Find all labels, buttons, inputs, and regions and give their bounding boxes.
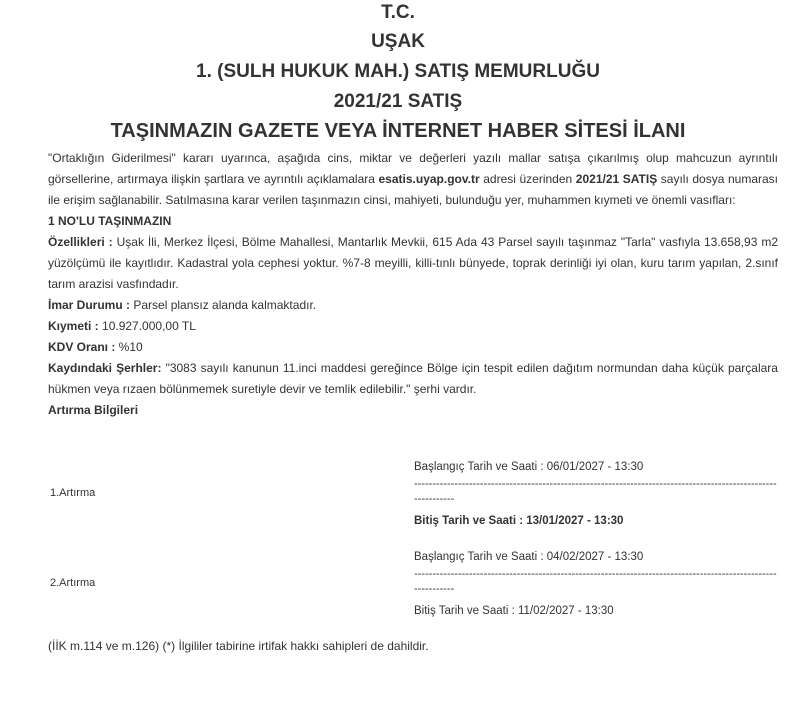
separator: --------------------------------------------------------------------------------------------------------------: [414, 478, 777, 505]
auction-start: Başlangıç Tarih ve Saati : 06/01/2027 - 13:30: [414, 461, 644, 473]
features-label: Özellikleri :: [48, 235, 113, 249]
auction-row-2: [48, 545, 778, 625]
vat-label: KDV Oranı :: [48, 340, 116, 354]
footnote: (İİK m.114 ve m.126) (*) İlgililer tabirine irtifak hakkı sahipleri de dahildir.: [48, 639, 429, 653]
header-file: 2021/21 SATIŞ: [333, 91, 463, 112]
auction-heading: Artırma Bilgileri: [48, 403, 139, 417]
auction-name: 2.Artırma: [50, 577, 96, 589]
notes-value: "3083 sayılı kanunun 11.inci maddesi gereğince Bölge için tespit edilen dağıtım normundan daha küçük parçalara hükmen veya rızaen bölünmemek suretiyle devir ve temlik edilebilir." şerhi vardır.: [48, 361, 778, 396]
features-value: Uşak İli, Merkez İlçesi, Bölme Mahallesi, Mantarlık Mevkii, 615 Ada 43 Parsel sayılı taşınmaz "Tarla" vasfıyla 13.658,93 m2 yüzölçümü ile kayıtlıdır. Kadastral yola cephesi yoktur. %7-8 meyilli, killi-tınlı bünyede, toprak derinliği iyi olan, kuru tarım yapılan, 2.sınıf tarım arazisi vasfındadır.: [48, 235, 778, 291]
vat-value: %10: [115, 340, 143, 354]
vat-paragraph: [48, 337, 778, 358]
file-number: 2021/21 SATIŞ: [575, 172, 658, 186]
intro-paragraph: [48, 148, 778, 211]
page-title: TAŞINMAZIN GAZETE VEYA İNTERNET HABER SİTESİ İLANI: [110, 120, 686, 142]
intro-text-3: sayılı dosya numarası ile erişim sağlanabilir. Satılmasına karar verilen taşınmazın cinsi, mahiyeti, bulunduğu yer, muhammen kıymeti ve önemli vasıfları:: [48, 172, 778, 207]
auction-end: Bitiş Tarih ve Saati : 13/01/2027 - 13:30: [414, 515, 624, 527]
value-label: Kıymeti :: [48, 319, 99, 333]
value-value: 10.927.000,00 TL: [98, 319, 196, 333]
value-paragraph: [48, 316, 778, 337]
notes-label: Kaydındaki Şerhler:: [48, 361, 162, 375]
features-paragraph: [48, 232, 778, 295]
header-city: UŞAK: [371, 31, 425, 52]
zoning-label: İmar Durumu :: [48, 298, 131, 312]
auction-row-1: [48, 455, 778, 535]
zoning-paragraph: [48, 295, 778, 316]
announcement-body: [48, 148, 778, 421]
header-office: 1. (SULH HUKUK MAH.) SATIŞ MEMURLUĞU: [196, 61, 600, 82]
auction-end: Bitiş Tarih ve Saati : 11/02/2027 - 13:30: [414, 605, 614, 617]
auction-name: 1.Artırma: [50, 487, 96, 499]
property-title: 1 NO'LU TAŞINMAZIN: [48, 214, 172, 228]
notes-paragraph: [48, 358, 778, 400]
header-tc: T.C.: [381, 2, 415, 23]
auction-start: Başlangıç Tarih ve Saati : 04/02/2027 - 13:30: [414, 551, 644, 563]
intro-text-1: "Ortaklığın Giderilmesi" kararı uyarınca, aşağıda cins, miktar ve değerleri yazılı mallar satışa çıkarılmış olup mahcuzun ayrıntılı görsellerine, artırmaya ilişkin şartlara ve ayrıntılı açıklamalara: [48, 151, 778, 186]
separator: --------------------------------------------------------------------------------------------------------------: [414, 568, 777, 595]
intro-text-2: adresi üzerinden: [479, 172, 576, 186]
zoning-value: Parsel plansız alanda kalmaktadır.: [130, 298, 317, 312]
esatis-site: esatis.uyap.gov.tr: [378, 172, 480, 186]
